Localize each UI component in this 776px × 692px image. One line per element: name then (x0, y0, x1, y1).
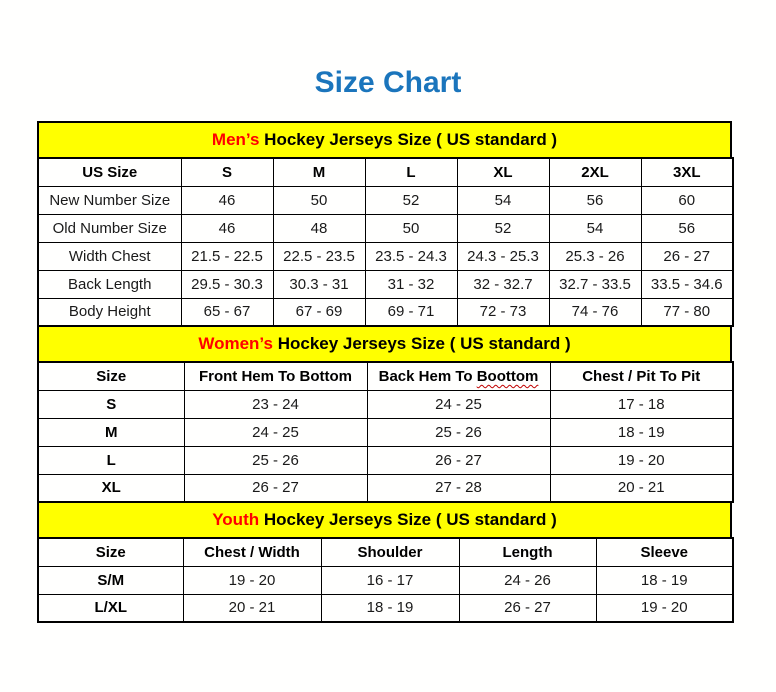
size-value-cell: 26 - 27 (184, 474, 367, 502)
section-header-highlight: Men’s (211, 130, 260, 149)
size-value-cell: 23.5 - 24.3 (365, 242, 457, 270)
size-value-cell: 27 - 28 (367, 474, 550, 502)
table-row (38, 418, 733, 446)
size-value-cell: 18 - 19 (321, 594, 459, 622)
size-value-cell: 20 - 21 (183, 594, 321, 622)
size-value-cell: 32 - 32.7 (457, 270, 549, 298)
size-tables (37, 121, 732, 623)
size-value-cell: 52 (365, 186, 457, 214)
size-value-cell: 46 (181, 214, 273, 242)
table-row (38, 446, 733, 474)
column-header-cell: XL (457, 158, 549, 186)
size-value-cell: 24 - 25 (367, 390, 550, 418)
row-label-cell: Width Chest (38, 242, 181, 270)
section-header-text: Hockey Jerseys Size ( US standard ) (272, 334, 571, 353)
size-value-cell: 56 (549, 186, 641, 214)
size-value-cell: 26 - 27 (641, 242, 733, 270)
column-header-cell: Shoulder (321, 538, 459, 566)
row-label-cell: S (38, 390, 184, 418)
column-header-cell: Sleeve (596, 538, 733, 566)
row-label-cell: L/XL (38, 594, 183, 622)
section-header-highlight: Youth (212, 510, 260, 529)
page-title: Size Chart (314, 66, 462, 99)
size-value-cell: 22.5 - 23.5 (273, 242, 365, 270)
row-label-cell: New Number Size (38, 186, 181, 214)
size-value-cell: 67 - 69 (273, 298, 365, 326)
row-label-cell: M (38, 418, 184, 446)
table-row (38, 474, 733, 502)
size-value-cell: 33.5 - 34.6 (641, 270, 733, 298)
row-label-cell: S/M (38, 566, 183, 594)
column-header-cell (367, 362, 550, 390)
womens-size-table (37, 361, 734, 503)
size-value-cell: 48 (273, 214, 365, 242)
table-row (38, 214, 733, 242)
size-value-cell: 26 - 27 (367, 446, 550, 474)
size-value-cell: 25 - 26 (367, 418, 550, 446)
size-value-cell: 56 (641, 214, 733, 242)
row-label-cell: Body Height (38, 298, 181, 326)
section-header-youth (37, 501, 732, 539)
size-value-cell: 19 - 20 (183, 566, 321, 594)
size-value-cell: 50 (365, 214, 457, 242)
size-value-cell: 74 - 76 (549, 298, 641, 326)
size-value-cell: 72 - 73 (457, 298, 549, 326)
size-value-cell: 18 - 19 (596, 566, 733, 594)
size-value-cell: 60 (641, 186, 733, 214)
size-value-cell: 29.5 - 30.3 (181, 270, 273, 298)
column-header-cell: Chest / Width (183, 538, 321, 566)
size-value-cell: 26 - 27 (459, 594, 596, 622)
row-label-cell: Back Length (38, 270, 181, 298)
size-value-cell: 69 - 71 (365, 298, 457, 326)
mens-size-table (37, 157, 734, 327)
size-value-cell: 17 - 18 (550, 390, 733, 418)
size-value-cell: 21.5 - 22.5 (181, 242, 273, 270)
column-header-row (38, 362, 733, 390)
misspelled-word: Boottom (476, 367, 539, 385)
header-text: Back Hem To (378, 367, 477, 385)
size-value-cell: 54 (457, 186, 549, 214)
section-header-highlight: Women’s (198, 334, 273, 353)
row-label-cell: XL (38, 474, 184, 502)
size-value-cell: 18 - 19 (550, 418, 733, 446)
column-header-cell: Size (38, 362, 184, 390)
size-value-cell: 19 - 20 (596, 594, 733, 622)
table-row (38, 242, 733, 270)
column-header-cell: US Size (38, 158, 181, 186)
row-label-cell: Old Number Size (38, 214, 181, 242)
column-header-row (38, 538, 733, 566)
size-value-cell: 54 (549, 214, 641, 242)
size-value-cell: 50 (273, 186, 365, 214)
row-label-cell: L (38, 446, 184, 474)
size-value-cell: 52 (457, 214, 549, 242)
column-header-cell: M (273, 158, 365, 186)
size-value-cell: 23 - 24 (184, 390, 367, 418)
column-header-cell: 3XL (641, 158, 733, 186)
size-value-cell: 24 - 26 (459, 566, 596, 594)
table-row (38, 594, 733, 622)
column-header-cell: Chest / Pit To Pit (550, 362, 733, 390)
size-value-cell: 24 - 25 (184, 418, 367, 446)
section-header-text: Hockey Jerseys Size ( US standard ) (259, 510, 557, 529)
section-header-womens (37, 325, 732, 363)
size-value-cell: 16 - 17 (321, 566, 459, 594)
table-row (38, 298, 733, 326)
size-value-cell: 25.3 - 26 (549, 242, 641, 270)
column-header-cell: Length (459, 538, 596, 566)
size-value-cell: 20 - 21 (550, 474, 733, 502)
size-value-cell: 19 - 20 (550, 446, 733, 474)
size-value-cell: 24.3 - 25.3 (457, 242, 549, 270)
column-header-cell: 2XL (549, 158, 641, 186)
table-row (38, 186, 733, 214)
size-value-cell: 31 - 32 (365, 270, 457, 298)
column-header-cell: Size (38, 538, 183, 566)
size-value-cell: 77 - 80 (641, 298, 733, 326)
youth-size-table (37, 537, 734, 623)
table-row (38, 390, 733, 418)
column-header-row (38, 158, 733, 186)
column-header-cell: S (181, 158, 273, 186)
column-header-cell: L (365, 158, 457, 186)
section-header-text: Hockey Jerseys Size ( US standard ) (259, 130, 558, 149)
size-value-cell: 32.7 - 33.5 (549, 270, 641, 298)
column-header-cell: Front Hem To Bottom (184, 362, 367, 390)
table-row (38, 270, 733, 298)
section-header-mens (37, 121, 732, 159)
size-value-cell: 65 - 67 (181, 298, 273, 326)
size-value-cell: 25 - 26 (184, 446, 367, 474)
size-value-cell: 46 (181, 186, 273, 214)
table-row (38, 566, 733, 594)
size-value-cell: 30.3 - 31 (273, 270, 365, 298)
